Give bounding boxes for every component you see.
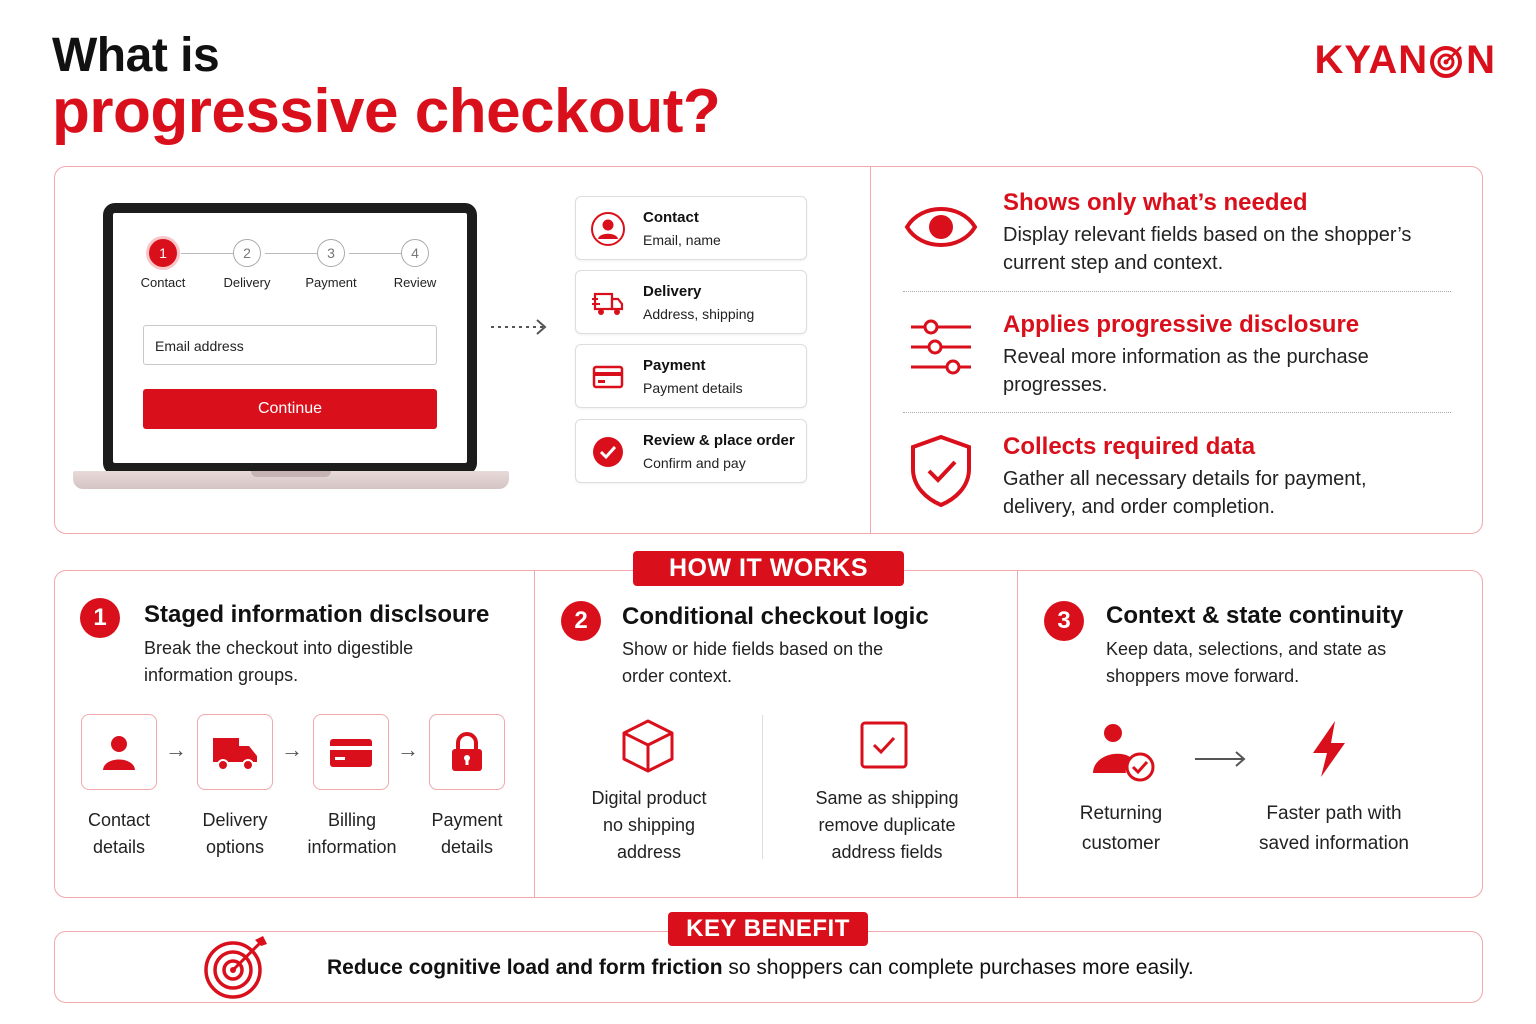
- step-number: 3: [317, 239, 345, 267]
- feature-desc: Display relevant fields based on the shopper’s current step and context.: [1003, 224, 1412, 274]
- item-label-l2: options: [205, 837, 265, 857]
- item-label-l2: information: [307, 837, 397, 857]
- feature-title: Shows only what’s needed: [1003, 189, 1308, 216]
- step-card-sub: Confirm and pay: [643, 455, 746, 471]
- step-card-title: Contact: [643, 209, 699, 226]
- divider: [870, 167, 871, 533]
- step-review[interactable]: [385, 239, 445, 290]
- title-line-2: progressive checkout?: [52, 77, 721, 146]
- key-benefit-label: KEY BENEFIT: [668, 912, 868, 946]
- kyanon-logo: [1314, 38, 1496, 83]
- step-card-sub: Email, name: [643, 232, 721, 248]
- arrow-icon: →: [281, 737, 303, 762]
- item-label-l1: Delivery: [202, 810, 268, 830]
- card-icon: [328, 730, 374, 774]
- step-number-badge: 1: [80, 598, 120, 638]
- truck-icon: [211, 730, 259, 774]
- divider: [762, 715, 763, 859]
- step-number: 4: [401, 239, 429, 267]
- column-desc-line2: shoppers move forward.: [1106, 666, 1300, 686]
- item-label-l3: address: [616, 842, 682, 862]
- shield-check-icon: [903, 433, 979, 509]
- step-payment[interactable]: [301, 239, 361, 290]
- column-desc-line1: Keep data, selections, and state as: [1106, 639, 1387, 659]
- item-label-l1: Returning: [1079, 803, 1163, 824]
- item-label-l1: Digital product: [591, 788, 707, 808]
- logo-text-end: N: [1466, 38, 1496, 82]
- payment-details-tile: [429, 714, 505, 790]
- arrow-icon: →: [397, 737, 419, 762]
- step-number: 1: [149, 239, 177, 267]
- item-label: [569, 785, 729, 866]
- laptop-mockup: [103, 203, 477, 475]
- lightning-icon: [1307, 719, 1351, 779]
- contact-details-tile: [81, 714, 157, 790]
- item-label-l1: Payment: [431, 810, 503, 830]
- target-icon: [201, 934, 271, 1000]
- item-label-l1: Contact: [87, 810, 151, 830]
- key-benefit-text: [327, 956, 1194, 980]
- item-label-l2: customer: [1081, 833, 1161, 854]
- item-label-l2: details: [440, 837, 494, 857]
- step-card-sub: Address, shipping: [643, 306, 755, 322]
- item-label: [180, 807, 290, 861]
- overview-panel: [54, 166, 1483, 534]
- logo-target-icon: [1429, 43, 1465, 79]
- divider: [1017, 571, 1018, 897]
- how-it-works-label: HOW IT WORKS: [633, 551, 904, 586]
- step-card-contact: [575, 196, 807, 260]
- step-label: Review: [393, 275, 437, 290]
- feature-desc: Reveal more information as the purchase progresses.: [1003, 346, 1369, 396]
- feature-title: Applies progressive disclosure: [1003, 311, 1360, 338]
- check-icon: [590, 434, 626, 470]
- step-card-title: Payment: [643, 357, 706, 374]
- column-title: Staged information disclsoure: [144, 601, 490, 628]
- step-card-sub: Payment details: [643, 380, 743, 396]
- user-check-icon: [1089, 721, 1155, 785]
- step-card-review: [575, 419, 807, 483]
- item-label: [1056, 799, 1186, 859]
- eye-icon: [903, 189, 979, 265]
- item-label: [292, 807, 412, 861]
- step-label: Payment: [305, 275, 357, 290]
- item-label-l2: saved information: [1259, 833, 1409, 854]
- item-label: [797, 785, 977, 866]
- item-label-l2: no shipping: [602, 815, 696, 835]
- how-it-works-panel: [54, 570, 1483, 898]
- key-benefit-bold: Reduce cognitive load and form friction: [327, 956, 723, 979]
- step-card-title: Review & place order: [643, 432, 795, 449]
- item-label: [64, 807, 174, 861]
- dotted-divider: [903, 412, 1451, 413]
- item-label-l1: Same as shipping: [815, 788, 959, 808]
- column-desc-line2: order context.: [622, 666, 733, 686]
- sliders-icon: [903, 311, 979, 387]
- column-desc-line2: information groups.: [144, 665, 299, 685]
- user-icon: [97, 730, 141, 774]
- billing-information-tile: [313, 714, 389, 790]
- card-icon: [590, 359, 626, 395]
- column-desc-line1: Break the checkout into digestible: [144, 638, 414, 658]
- column-title: Context & state continuity: [1106, 602, 1404, 629]
- email-field[interactable]: Email address: [143, 325, 437, 365]
- continue-button[interactable]: Continue: [143, 389, 437, 429]
- feature-desc: Gather all necessary details for payment, delivery, and order completion.: [1003, 468, 1367, 518]
- step-number: 2: [233, 239, 261, 267]
- laptop-base: [73, 471, 509, 489]
- step-number-badge: 3: [1044, 601, 1084, 641]
- item-label-l2: details: [92, 837, 146, 857]
- dotted-arrow-icon: [491, 317, 553, 337]
- step-card-title: Delivery: [643, 283, 702, 300]
- arrow-right-icon: [1193, 749, 1249, 769]
- item-label-l1: Faster path with: [1266, 803, 1402, 824]
- item-label-l2: remove duplicate: [818, 815, 956, 835]
- item-label-l3: address fields: [831, 842, 943, 862]
- divider: [534, 571, 535, 897]
- checkout-screen: [113, 213, 467, 463]
- checkbox-icon: [858, 719, 910, 771]
- step-card-payment: [575, 344, 807, 408]
- column-desc-line1: Show or hide fields based on the: [622, 639, 884, 659]
- title-line-1: What is: [52, 29, 220, 82]
- item-label: [412, 807, 522, 861]
- user-icon: [590, 211, 626, 247]
- step-contact[interactable]: [133, 239, 193, 290]
- box-icon: [620, 717, 676, 773]
- step-card-delivery: [575, 270, 807, 334]
- dotted-divider: [903, 291, 1451, 292]
- item-label-l1: Billing: [327, 810, 377, 830]
- logo-text: KYAN: [1314, 38, 1429, 82]
- step-number-badge: 2: [561, 601, 601, 641]
- step-delivery[interactable]: [217, 239, 277, 290]
- lock-icon: [447, 730, 487, 774]
- key-benefit-rest: so shoppers can complete purchases more easily.: [722, 956, 1194, 979]
- feature-title: Collects required data: [1003, 433, 1256, 460]
- truck-icon: [590, 285, 626, 321]
- step-label: Contact: [140, 275, 186, 290]
- column-title: Conditional checkout logic: [622, 603, 929, 630]
- step-label: Delivery: [223, 275, 271, 290]
- delivery-options-tile: [197, 714, 273, 790]
- arrow-icon: →: [165, 737, 187, 762]
- item-label: [1239, 799, 1429, 859]
